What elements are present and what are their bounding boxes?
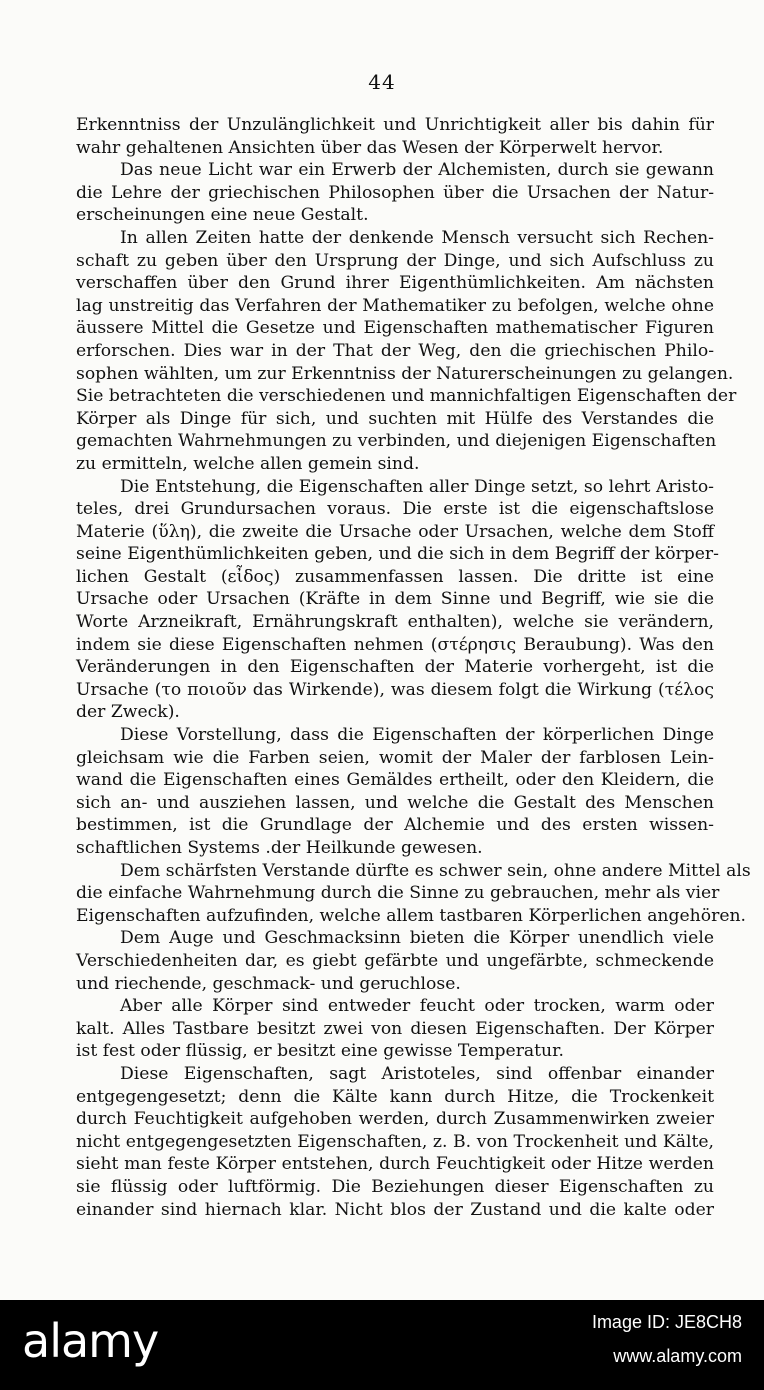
site-url: www.alamy.com bbox=[613, 1346, 742, 1366]
text-line: Eigenschaften aufzufinden, welche allem tastbaren Körperlichen angehören. bbox=[76, 905, 747, 926]
text-line: Erkenntniss der Unzulänglichkeit und Unrichtigkeit aller bis dahin für bbox=[76, 115, 714, 135]
text-line: Ursache oder Ursachen (Kräfte in dem Sinne und Begriff, wie sie die bbox=[76, 589, 714, 610]
body-text bbox=[76, 114, 751, 1221]
text-line: sieht man feste Körper entstehen, durch Feuchtigkeit oder Hitze werden bbox=[76, 1154, 714, 1175]
text-line: indem sie diese Eigenschaften nehmen (στέρησις Beraubung). Was den bbox=[76, 634, 714, 655]
text-line: einander sind hiernach klar. Nicht blos der Zustand und die kalte oder bbox=[76, 1199, 714, 1220]
text-line: erscheinungen eine neue Gestalt. bbox=[76, 205, 369, 226]
text-line: Dem Auge und Geschmacksinn bieten die Körper unendlich viele bbox=[120, 928, 714, 949]
text-line: In allen Zeiten hatte der denkende Mensch versucht sich Rechen- bbox=[120, 227, 714, 248]
text-line: sophen wählten, um zur Erkenntniss der Naturerscheinungen zu gelangen. bbox=[76, 363, 734, 384]
text-line: zu ermitteln, welche allen gemein sind. bbox=[76, 453, 420, 474]
text-line: schaftlichen Systems .der Heilkunde gewesen. bbox=[76, 838, 483, 858]
text-line: kalt. Alles Tastbare besitzt zwei von diesen Eigenschaften. Der Körper bbox=[76, 1018, 714, 1039]
text-line: ist fest oder flüssig, er besitzt eine gewisse Temperatur. bbox=[76, 1041, 564, 1062]
text-line: sie flüssig oder luftförmig. Die Beziehungen dieser Eigenschaften zu bbox=[76, 1176, 714, 1197]
text-line: der Zweck). bbox=[76, 702, 180, 723]
text-line: gemachten Wahrnehmungen zu verbinden, und diejenigen Eigenschaften bbox=[76, 431, 717, 452]
text-line: nicht entgegengesetzten Eigenschaften, z. B. von Trockenheit und Kälte, bbox=[76, 1131, 714, 1152]
image-id-label: Image ID: JE8CH8 bbox=[591, 1312, 742, 1332]
text-line: entgegengesetzt; denn die Kälte kann durch Hitze, die Trockenkeit bbox=[76, 1086, 714, 1107]
text-line: Worte Arzneikraft, Ernährungskraft enthalten), welche sie verändern, bbox=[76, 612, 714, 633]
text-line: und riechende, geschmack- und geruchlose. bbox=[76, 973, 461, 994]
text-line: wand die Eigenschaften eines Gemäldes ertheilt, oder den Kleidern, die bbox=[76, 770, 714, 791]
text-line: Diese Vorstellung, dass die Eigenschaften der körperlichen Dinge bbox=[120, 725, 714, 746]
text-line: die Lehre der griechischen Philosophen über die Ursachen der Natur- bbox=[76, 182, 714, 203]
text-line: äussere Mittel die Gesetze und Eigenschaften mathematischer Figuren bbox=[76, 318, 714, 339]
text-line: gleichsam wie die Farben seien, womit der Maler der farblosen Lein- bbox=[76, 747, 714, 768]
text-line: lichen Gestalt (εἶδος) zusammenfassen lassen. Die dritte ist eine bbox=[76, 566, 714, 587]
text-line: Aber alle Körper sind entweder feucht oder trocken, warm oder bbox=[120, 996, 714, 1017]
text-line: bestimmen, ist die Grundlage der Alchemie und des ersten wissen- bbox=[76, 815, 714, 836]
text-line: die einfache Wahrnehmung durch die Sinne zu gebrauchen, mehr als vier bbox=[76, 883, 720, 904]
text-line: Körper als Dinge für sich, und suchten mit Hülfe des Verstandes die bbox=[76, 408, 714, 429]
text-line: Veränderungen in den Eigenschaften der Materie vorhergeht, ist die bbox=[76, 657, 714, 678]
text-line: Materie (ὕλη), die zweite die Ursache oder Ursachen, welche dem Stoff bbox=[76, 521, 714, 542]
text-line: teles, drei Grundursachen voraus. Die erste ist die eigenschaftslose bbox=[76, 499, 714, 520]
text-line: wahr gehaltenen Ansichten über das Wesen der Körperwelt hervor. bbox=[76, 137, 664, 158]
text-line: verschaffen über den Grund ihrer Eigenthümlichkeiten. Am nächsten bbox=[76, 273, 714, 294]
watermark-bar bbox=[0, 1300, 764, 1390]
text-line: erforschen. Dies war in der That der Weg, den die griechischen Philo- bbox=[76, 340, 714, 361]
text-line: Verschiedenheiten dar, es giebt gefärbte und ungefärbte, schmeckende bbox=[76, 950, 714, 971]
text-line: schaft zu geben über den Ursprung der Dinge, und sich Aufschluss zu bbox=[76, 250, 714, 271]
text-line: seine Eigenthümlichkeiten geben, und die sich in dem Begriff der körper- bbox=[76, 544, 719, 565]
text-line: Sie betrachteten die verschiedenen und mannichfaltigen Eigenschaften der bbox=[76, 386, 737, 407]
text-line: durch Feuchtigkeit aufgehoben werden, durch Zusammenwirken zweier bbox=[76, 1109, 714, 1130]
text-line: lag unstreitig das Verfahren der Mathematiker zu befolgen, welche ohne bbox=[76, 295, 714, 316]
text-line: sich an- und ausziehen lassen, und welche die Gestalt des Menschen bbox=[76, 792, 714, 813]
text-line: Ursache (το ποιοῦν das Wirkende), was diesem folgt die Wirkung (τέλος bbox=[76, 679, 714, 700]
text-line: Diese Eigenschaften, sagt Aristoteles, sind offenbar einander bbox=[120, 1063, 714, 1084]
text-line: Dem schärfsten Verstande dürfte es schwer sein, ohne andere Mittel als bbox=[120, 860, 751, 881]
text-line: Die Entstehung, die Eigenschaften aller Dinge setzt, so lehrt Aristo- bbox=[120, 476, 714, 497]
page-number: 44 bbox=[368, 70, 396, 94]
brand-logo: alamy bbox=[22, 1314, 159, 1368]
text-line: Das neue Licht war ein Erwerb der Alchemisten, durch sie gewann bbox=[120, 160, 714, 181]
